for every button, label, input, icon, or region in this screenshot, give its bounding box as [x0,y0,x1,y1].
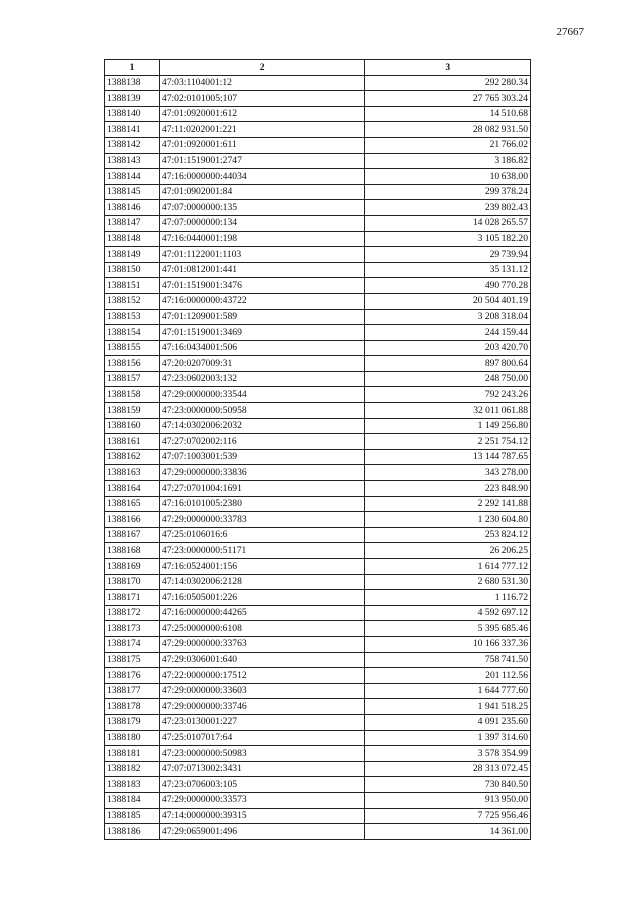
cadastral-number-cell: 47:23:0000000:50983 [159,746,365,762]
value-cell: 14 361.00 [365,824,531,840]
row-number-cell: 1388163 [105,465,160,481]
row-number-cell: 1388184 [105,792,160,808]
cadastral-number-cell: 47:25:0107017:64 [159,730,365,746]
cadastral-number-cell: 47:14:0000000:39315 [159,808,365,824]
cadastral-number-cell: 47:01:0902001:84 [159,184,365,200]
cadastral-number-cell: 47:01:1122001:1103 [159,247,365,263]
row-number-cell: 1388161 [105,434,160,450]
row-number-cell: 1388179 [105,714,160,730]
table-row [105,340,531,356]
cadastral-number-cell: 47:23:0000000:51171 [159,543,365,559]
row-number-cell: 1388174 [105,636,160,652]
row-number-cell: 1388182 [105,761,160,777]
row-number-cell: 1388144 [105,169,160,185]
table-row [105,449,531,465]
row-number-cell: 1388172 [105,605,160,621]
value-cell: 2 680 531.30 [365,574,531,590]
cadastral-number-cell: 47:16:0440001:198 [159,231,365,247]
cadastral-number-cell: 47:01:1519001:2747 [159,153,365,169]
table-row [105,231,531,247]
value-cell: 1 116.72 [365,590,531,606]
value-cell: 7 725 956.46 [365,808,531,824]
cadastral-number-cell: 47:23:0000000:50958 [159,403,365,419]
row-number-cell: 1388142 [105,137,160,153]
value-cell: 13 144 787.65 [365,449,531,465]
value-cell: 21 766.02 [365,137,531,153]
value-cell: 223 848.90 [365,481,531,497]
table-row [105,278,531,294]
cadastral-number-cell: 47:23:0706003:105 [159,777,365,793]
row-number-cell: 1388177 [105,683,160,699]
value-cell: 27 765 303.24 [365,91,531,107]
table-row [105,215,531,231]
row-number-cell: 1388159 [105,403,160,419]
value-cell: 490 770.28 [365,278,531,294]
page-number: 27667 [556,26,584,38]
row-number-cell: 1388171 [105,590,160,606]
row-number-cell: 1388185 [105,808,160,824]
table-row [105,527,531,543]
table-row [105,153,531,169]
row-number-cell: 1388155 [105,340,160,356]
row-number-cell: 1388170 [105,574,160,590]
value-cell: 32 011 061.88 [365,403,531,419]
cadastral-number-cell: 47:01:1519001:3476 [159,278,365,294]
cadastral-number-cell: 47:01:1519001:3469 [159,325,365,341]
value-cell: 730 840.50 [365,777,531,793]
value-cell: 26 206.25 [365,543,531,559]
table-row [105,387,531,403]
table-row [105,777,531,793]
table-row [105,683,531,699]
cadastral-number-cell: 47:27:0701004:1691 [159,481,365,497]
cadastral-number-cell: 47:22:0000000:17512 [159,668,365,684]
value-cell: 2 251 754.12 [365,434,531,450]
value-cell: 203 420.70 [365,340,531,356]
row-number-cell: 1388162 [105,449,160,465]
row-number-cell: 1388149 [105,247,160,263]
cadastral-number-cell: 47:16:0505001:226 [159,590,365,606]
value-cell: 1 614 777.12 [365,559,531,575]
cadastral-number-cell: 47:11:0202001:221 [159,122,365,138]
row-number-cell: 1388160 [105,418,160,434]
value-cell: 758 741.50 [365,652,531,668]
value-cell: 20 504 401.19 [365,293,531,309]
cadastral-number-cell: 47:29:0000000:33544 [159,387,365,403]
cadastral-number-cell: 47:16:0000000:43722 [159,293,365,309]
table-row [105,122,531,138]
table-row [105,200,531,216]
row-number-cell: 1388156 [105,356,160,372]
table-row [105,574,531,590]
table-row [105,325,531,341]
value-cell: 4 592 697.12 [365,605,531,621]
value-cell: 14 028 265.57 [365,215,531,231]
table-row [105,559,531,575]
value-cell: 248 750.00 [365,371,531,387]
cadastral-number-cell: 47:23:0130001:227 [159,714,365,730]
cadastral-number-cell: 47:16:0101005:2380 [159,496,365,512]
row-number-cell: 1388154 [105,325,160,341]
table-row [105,481,531,497]
table-row [105,668,531,684]
cadastral-number-cell: 47:29:0000000:33603 [159,683,365,699]
table-row [105,714,531,730]
column-header-cadastral-number: 2 [159,60,365,76]
row-number-cell: 1388150 [105,262,160,278]
cadastral-number-cell: 47:29:0000000:33836 [159,465,365,481]
table-row [105,465,531,481]
table-row [105,792,531,808]
value-cell: 3 578 354.99 [365,746,531,762]
value-cell: 343 278.00 [365,465,531,481]
table-row [105,730,531,746]
cadastral-number-cell: 47:07:1003001:539 [159,449,365,465]
cadastral-number-cell: 47:29:0000000:33763 [159,636,365,652]
row-number-cell: 1388180 [105,730,160,746]
value-cell: 253 824.12 [365,527,531,543]
cadastral-number-cell: 47:29:0659001:496 [159,824,365,840]
cadastral-number-cell: 47:16:0524001:156 [159,559,365,575]
table-row [105,356,531,372]
cadastral-number-cell: 47:14:0302006:2032 [159,418,365,434]
value-cell: 29 739.94 [365,247,531,263]
table-row [105,91,531,107]
value-cell: 28 082 931.50 [365,122,531,138]
value-cell: 1 644 777.60 [365,683,531,699]
cadastral-number-cell: 47:20:0207009:31 [159,356,365,372]
row-number-cell: 1388173 [105,621,160,637]
row-number-cell: 1388143 [105,153,160,169]
table-body [105,75,531,839]
cadastral-number-cell: 47:27:0702002:116 [159,434,365,450]
row-number-cell: 1388151 [105,278,160,294]
row-number-cell: 1388152 [105,293,160,309]
table-row [105,403,531,419]
row-number-cell: 1388158 [105,387,160,403]
table-row [105,75,531,91]
cadastral-number-cell: 47:16:0000000:44265 [159,605,365,621]
value-cell: 239 802.43 [365,200,531,216]
row-number-cell: 1388140 [105,106,160,122]
row-number-cell: 1388145 [105,184,160,200]
cadastral-value-table [104,59,531,840]
value-cell: 10 166 337.36 [365,636,531,652]
cadastral-number-cell: 47:03:1104001:12 [159,75,365,91]
table-row [105,434,531,450]
cadastral-number-cell: 47:29:0000000:33573 [159,792,365,808]
row-number-cell: 1388178 [105,699,160,715]
cadastral-number-cell: 47:25:0000000:6108 [159,621,365,637]
value-cell: 292 280.34 [365,75,531,91]
column-header-value: 3 [365,60,531,76]
row-number-cell: 1388167 [105,527,160,543]
row-number-cell: 1388166 [105,512,160,528]
value-cell: 913 950.00 [365,792,531,808]
cadastral-number-cell: 47:16:0434001:506 [159,340,365,356]
table-row [105,418,531,434]
table-row [105,621,531,637]
cadastral-number-cell: 47:25:0106016:6 [159,527,365,543]
cadastral-number-cell: 47:01:1209001:589 [159,309,365,325]
cadastral-number-cell: 47:01:0920001:611 [159,137,365,153]
table-row [105,808,531,824]
row-number-cell: 1388147 [105,215,160,231]
value-cell: 299 378.24 [365,184,531,200]
table-row [105,761,531,777]
value-cell: 1 230 604.80 [365,512,531,528]
value-cell: 244 159.44 [365,325,531,341]
row-number-cell: 1388141 [105,122,160,138]
row-number-cell: 1388186 [105,824,160,840]
column-header-number: 1 [105,60,160,76]
cadastral-number-cell: 47:29:0306001:640 [159,652,365,668]
value-cell: 201 112.56 [365,668,531,684]
cadastral-number-cell: 47:07:0713002:3431 [159,761,365,777]
table-row [105,247,531,263]
table-row [105,543,531,559]
row-number-cell: 1388176 [105,668,160,684]
cadastral-number-cell: 47:29:0000000:33746 [159,699,365,715]
row-number-cell: 1388183 [105,777,160,793]
table-row [105,169,531,185]
value-cell: 1 397 314.60 [365,730,531,746]
table-row [105,652,531,668]
value-cell: 28 313 072.45 [365,761,531,777]
row-number-cell: 1388157 [105,371,160,387]
value-cell: 3 208 318.04 [365,309,531,325]
table-row [105,512,531,528]
cadastral-number-cell: 47:01:0920001:612 [159,106,365,122]
cadastral-number-cell: 47:29:0000000:33783 [159,512,365,528]
table-row [105,746,531,762]
cadastral-number-cell: 47:14:0302006:2128 [159,574,365,590]
row-number-cell: 1388165 [105,496,160,512]
cadastral-number-cell: 47:07:0000000:135 [159,200,365,216]
table-row [105,293,531,309]
table-row [105,824,531,840]
cadastral-number-cell: 47:01:0812001:441 [159,262,365,278]
table-row [105,184,531,200]
table-row [105,106,531,122]
row-number-cell: 1388181 [105,746,160,762]
value-cell: 1 149 256.80 [365,418,531,434]
value-cell: 1 941 518.25 [365,699,531,715]
table-row [105,371,531,387]
row-number-cell: 1388146 [105,200,160,216]
cadastral-number-cell: 47:23:0602003:132 [159,371,365,387]
value-cell: 3 186.82 [365,153,531,169]
row-number-cell: 1388164 [105,481,160,497]
value-cell: 792 243.26 [365,387,531,403]
table-row [105,590,531,606]
row-number-cell: 1388138 [105,75,160,91]
value-cell: 3 105 182.20 [365,231,531,247]
cadastral-number-cell: 47:07:0000000:134 [159,215,365,231]
value-cell: 897 800.64 [365,356,531,372]
row-number-cell: 1388153 [105,309,160,325]
table-row [105,636,531,652]
value-cell: 2 292 141.88 [365,496,531,512]
value-cell: 35 131.12 [365,262,531,278]
value-cell: 10 638.00 [365,169,531,185]
table-row [105,605,531,621]
row-number-cell: 1388175 [105,652,160,668]
value-cell: 5 395 685.46 [365,621,531,637]
table-row [105,309,531,325]
row-number-cell: 1388148 [105,231,160,247]
value-cell: 4 091 235.60 [365,714,531,730]
value-cell: 14 510.68 [365,106,531,122]
table-row [105,496,531,512]
cadastral-number-cell: 47:16:0000000:44034 [159,169,365,185]
row-number-cell: 1388168 [105,543,160,559]
row-number-cell: 1388169 [105,559,160,575]
table-row [105,699,531,715]
table-header-row [105,60,531,76]
row-number-cell: 1388139 [105,91,160,107]
table-row [105,137,531,153]
table-row [105,262,531,278]
cadastral-number-cell: 47:02:0101005:107 [159,91,365,107]
